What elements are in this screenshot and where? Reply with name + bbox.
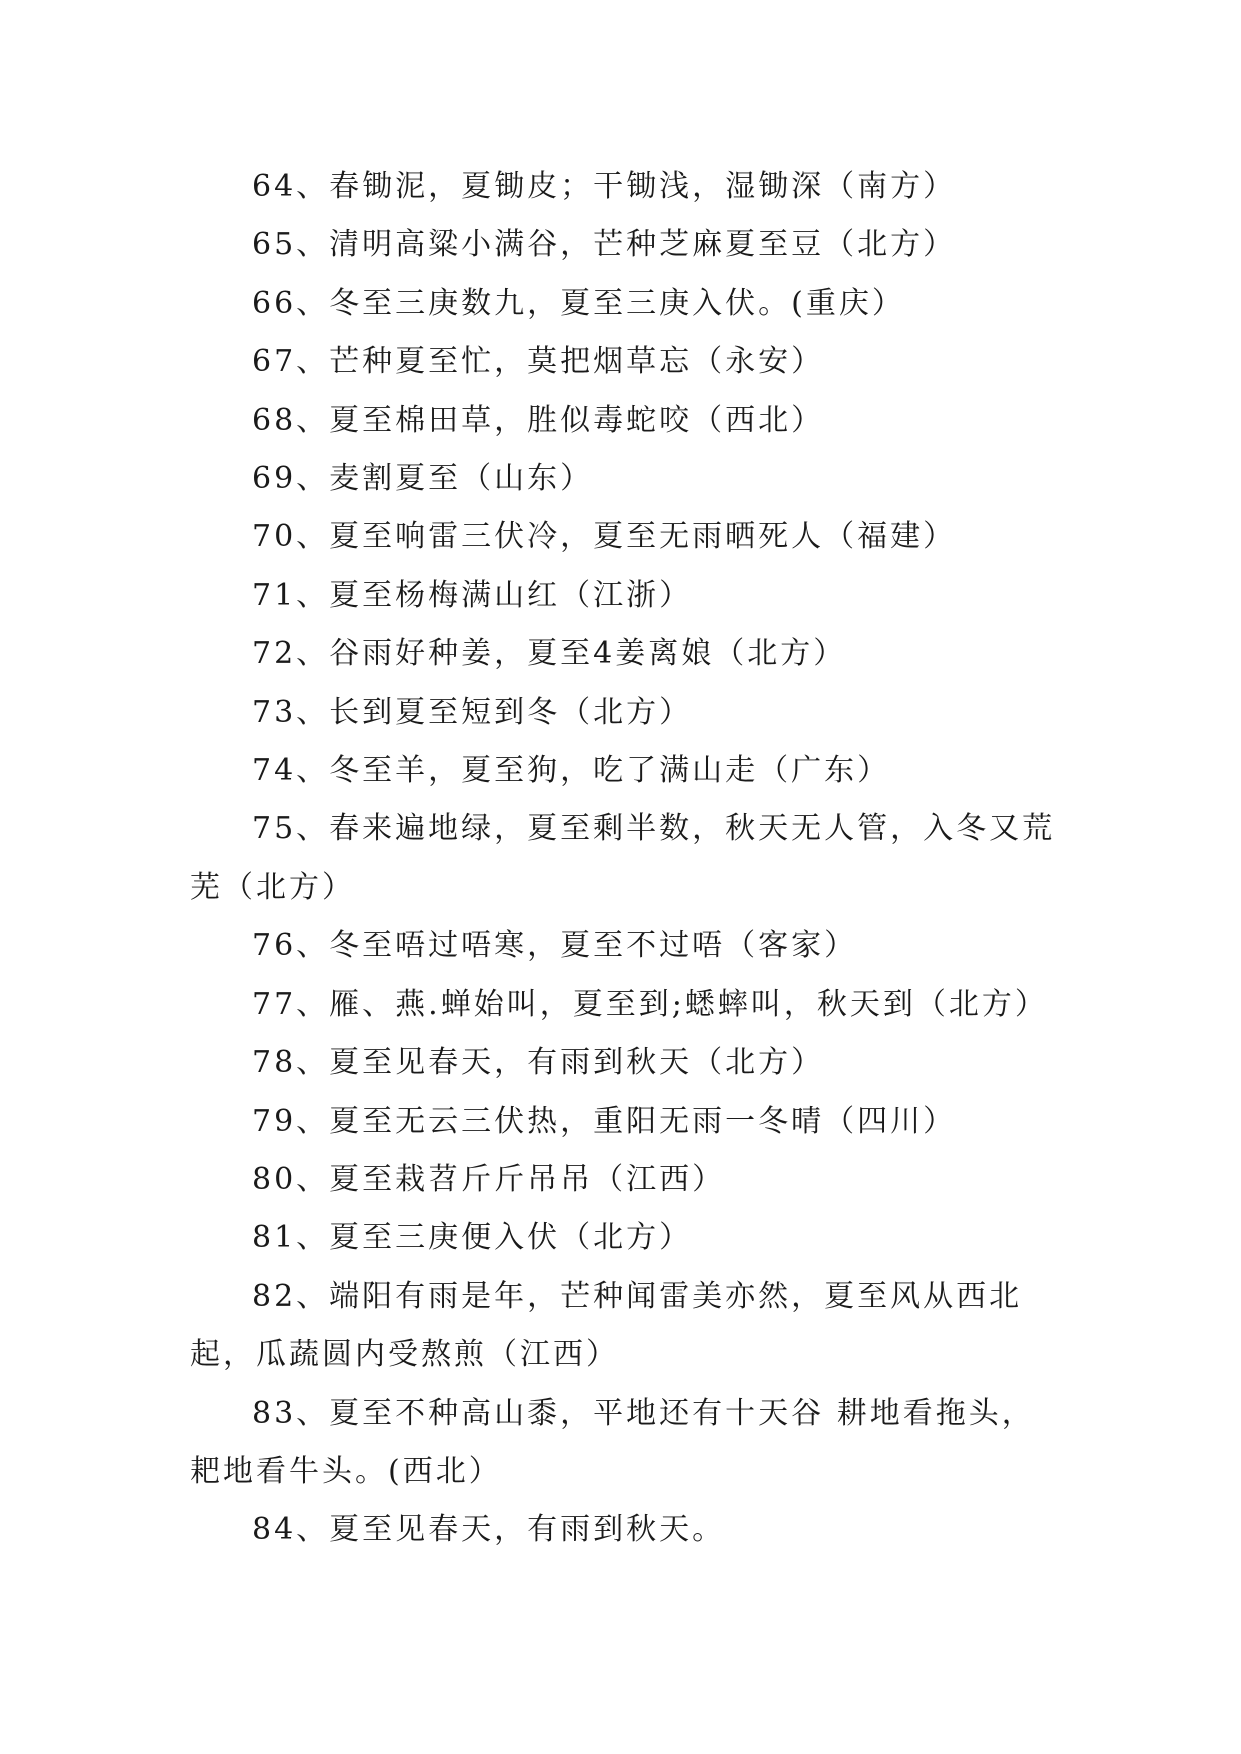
proverb-66: 66、冬至三庚数九，夏至三庚入伏。(重庆） [252, 285, 905, 321]
proverb-65: 65、清明高粱小满谷，芒种芝麻夏至豆（北方） [252, 227, 957, 263]
proverb-71: 71、夏至杨梅满山红（江浙） [252, 577, 693, 613]
proverb-67: 67、芒种夏至忙，莫把烟草忘（永安） [252, 344, 825, 380]
proverb-72: 72、谷雨好种姜，夏至4姜离娘（北方） [252, 636, 847, 672]
proverb-64: 64、春锄泥，夏锄皮；干锄浅，湿锄深（南方） [252, 169, 957, 204]
proverb-75: 75、春来遍地绿，夏至剩半数，秋天无人管，入冬又荒芜（北方） [190, 811, 1056, 905]
proverb-84: 84、夏至见春天，有雨到秋天。 [252, 1512, 726, 1548]
proverb-74: 74、冬至羊，夏至狗，吃了满山走（广东） [252, 753, 891, 789]
proverb-82: 82、端阳有雨是年，芒种闻雷美亦然，夏至风从西北起，瓜蔬圆内受熬煎（江西） [190, 1278, 1023, 1373]
proverb-68: 68、夏至棉田草，胜似毒蛇咬（西北） [252, 402, 825, 438]
proverb-83: 83、夏至不种高山黍，平地还有十天谷 耕地看拖头，耙地看牛头。(西北） [190, 1395, 1035, 1489]
proverb-80: 80、夏至栽苕斤斤吊吊（江西） [252, 1161, 726, 1197]
proverb-list [190, 158, 1060, 1560]
proverb-78: 78、夏至见春天，有雨到秋天（北方） [252, 1045, 825, 1081]
proverb-81: 81、夏至三庚便入伏（北方） [252, 1220, 693, 1256]
proverb-77: 77、雁、燕.蝉始叫，夏至到;蟋蟀叫，秋天到（北方） [252, 986, 1048, 1022]
proverb-70: 70、夏至响雷三伏冷，夏至无雨晒死人（福建） [252, 519, 957, 555]
proverb-76: 76、冬至唔过唔寒，夏至不过唔（客家） [252, 928, 858, 964]
proverb-79: 79、夏至无云三伏热，重阳无雨一冬晴（四川） [252, 1103, 957, 1139]
proverb-69: 69、麦割夏至（山东） [252, 461, 594, 497]
proverb-73: 73、长到夏至短到冬（北方） [252, 694, 693, 730]
